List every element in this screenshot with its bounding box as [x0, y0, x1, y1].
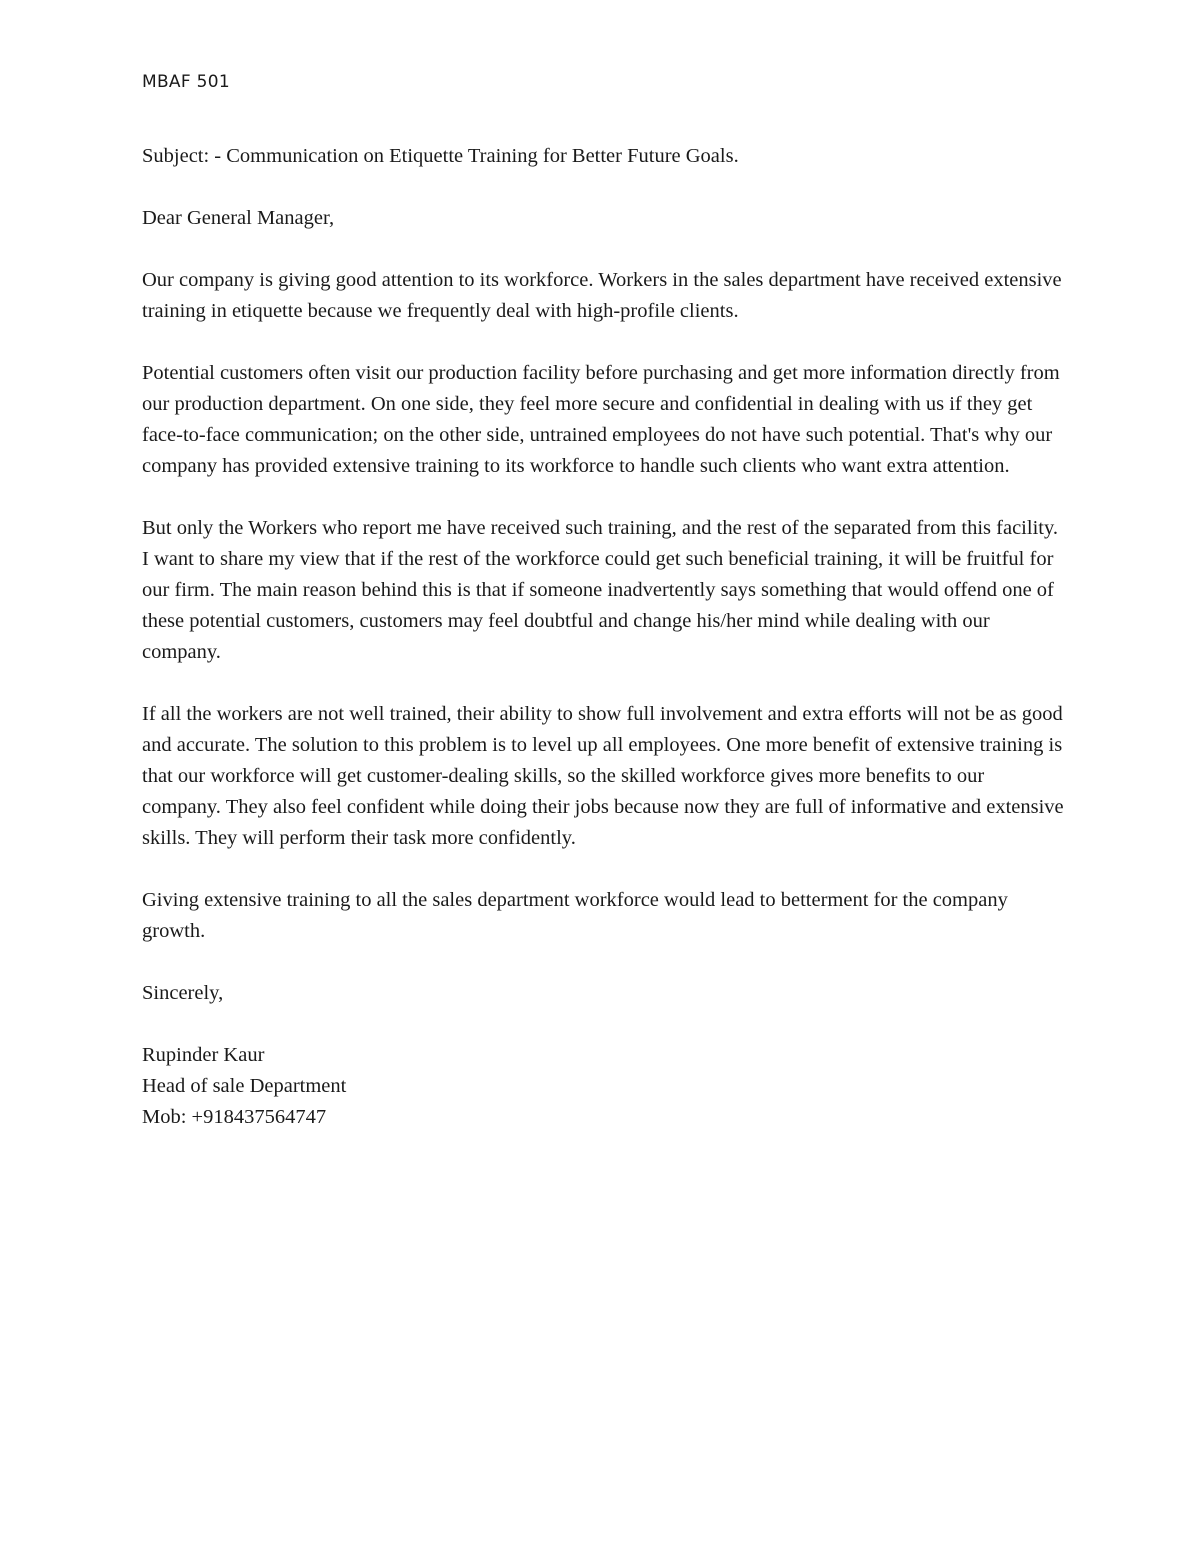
- paragraph-2: Potential customers often visit our production facility before purchasing and get more information directly from our production department. On one side, they feel more secure and confidential in dealing with us if they get face-to-face communication; on the other side, untrained employees do not have such potential. That's why our company has provided extensive training to its workforce to handle such clients who want extra attention.: [142, 362, 1060, 477]
- letter-body: [142, 141, 1067, 1133]
- paragraph-5: Giving extensive training to all the sales department workforce would lead to betterment for the company growth.: [142, 889, 1008, 942]
- course-code: MBAF 501: [142, 72, 230, 92]
- paragraph-3: But only the Workers who report me have received such training, and the rest of the separated from this facility. I want to share my view that if the rest of the workforce could get such beneficial training, it will be fruitful for our firm. The main reason behind this is that if someone inadvertently says something that would offend one of these potential customers, customers may feel doubtful and change his/her mind while dealing with our company.: [142, 517, 1059, 663]
- subject-line: Subject: - Communication on Etiquette Training for Better Future Goals.: [142, 145, 739, 167]
- salutation: Dear General Manager,: [142, 207, 335, 229]
- signature-name: Rupinder Kaur: [142, 1044, 265, 1066]
- signature-title: Head of sale Department: [142, 1075, 347, 1097]
- paragraph-4: If all the workers are not well trained, their ability to show full involvement and extra efforts will not be as good and accurate. The solution to this problem is to level up all employees. One more benefit of extensive training is that our workforce will get customer-dealing skills, so the skilled workforce gives more benefits to our company. They also feel confident while doing their jobs because now they are full of informative and extensive skills. They will perform their task more confidently.: [142, 703, 1064, 849]
- closing: Sincerely,: [142, 982, 224, 1004]
- paragraph-1: Our company is giving good attention to its workforce. Workers in the sales department have received extensive training in etiquette because we frequently deal with high-profile clients.: [142, 269, 1062, 322]
- signature-phone: Mob: +918437564747: [142, 1106, 327, 1128]
